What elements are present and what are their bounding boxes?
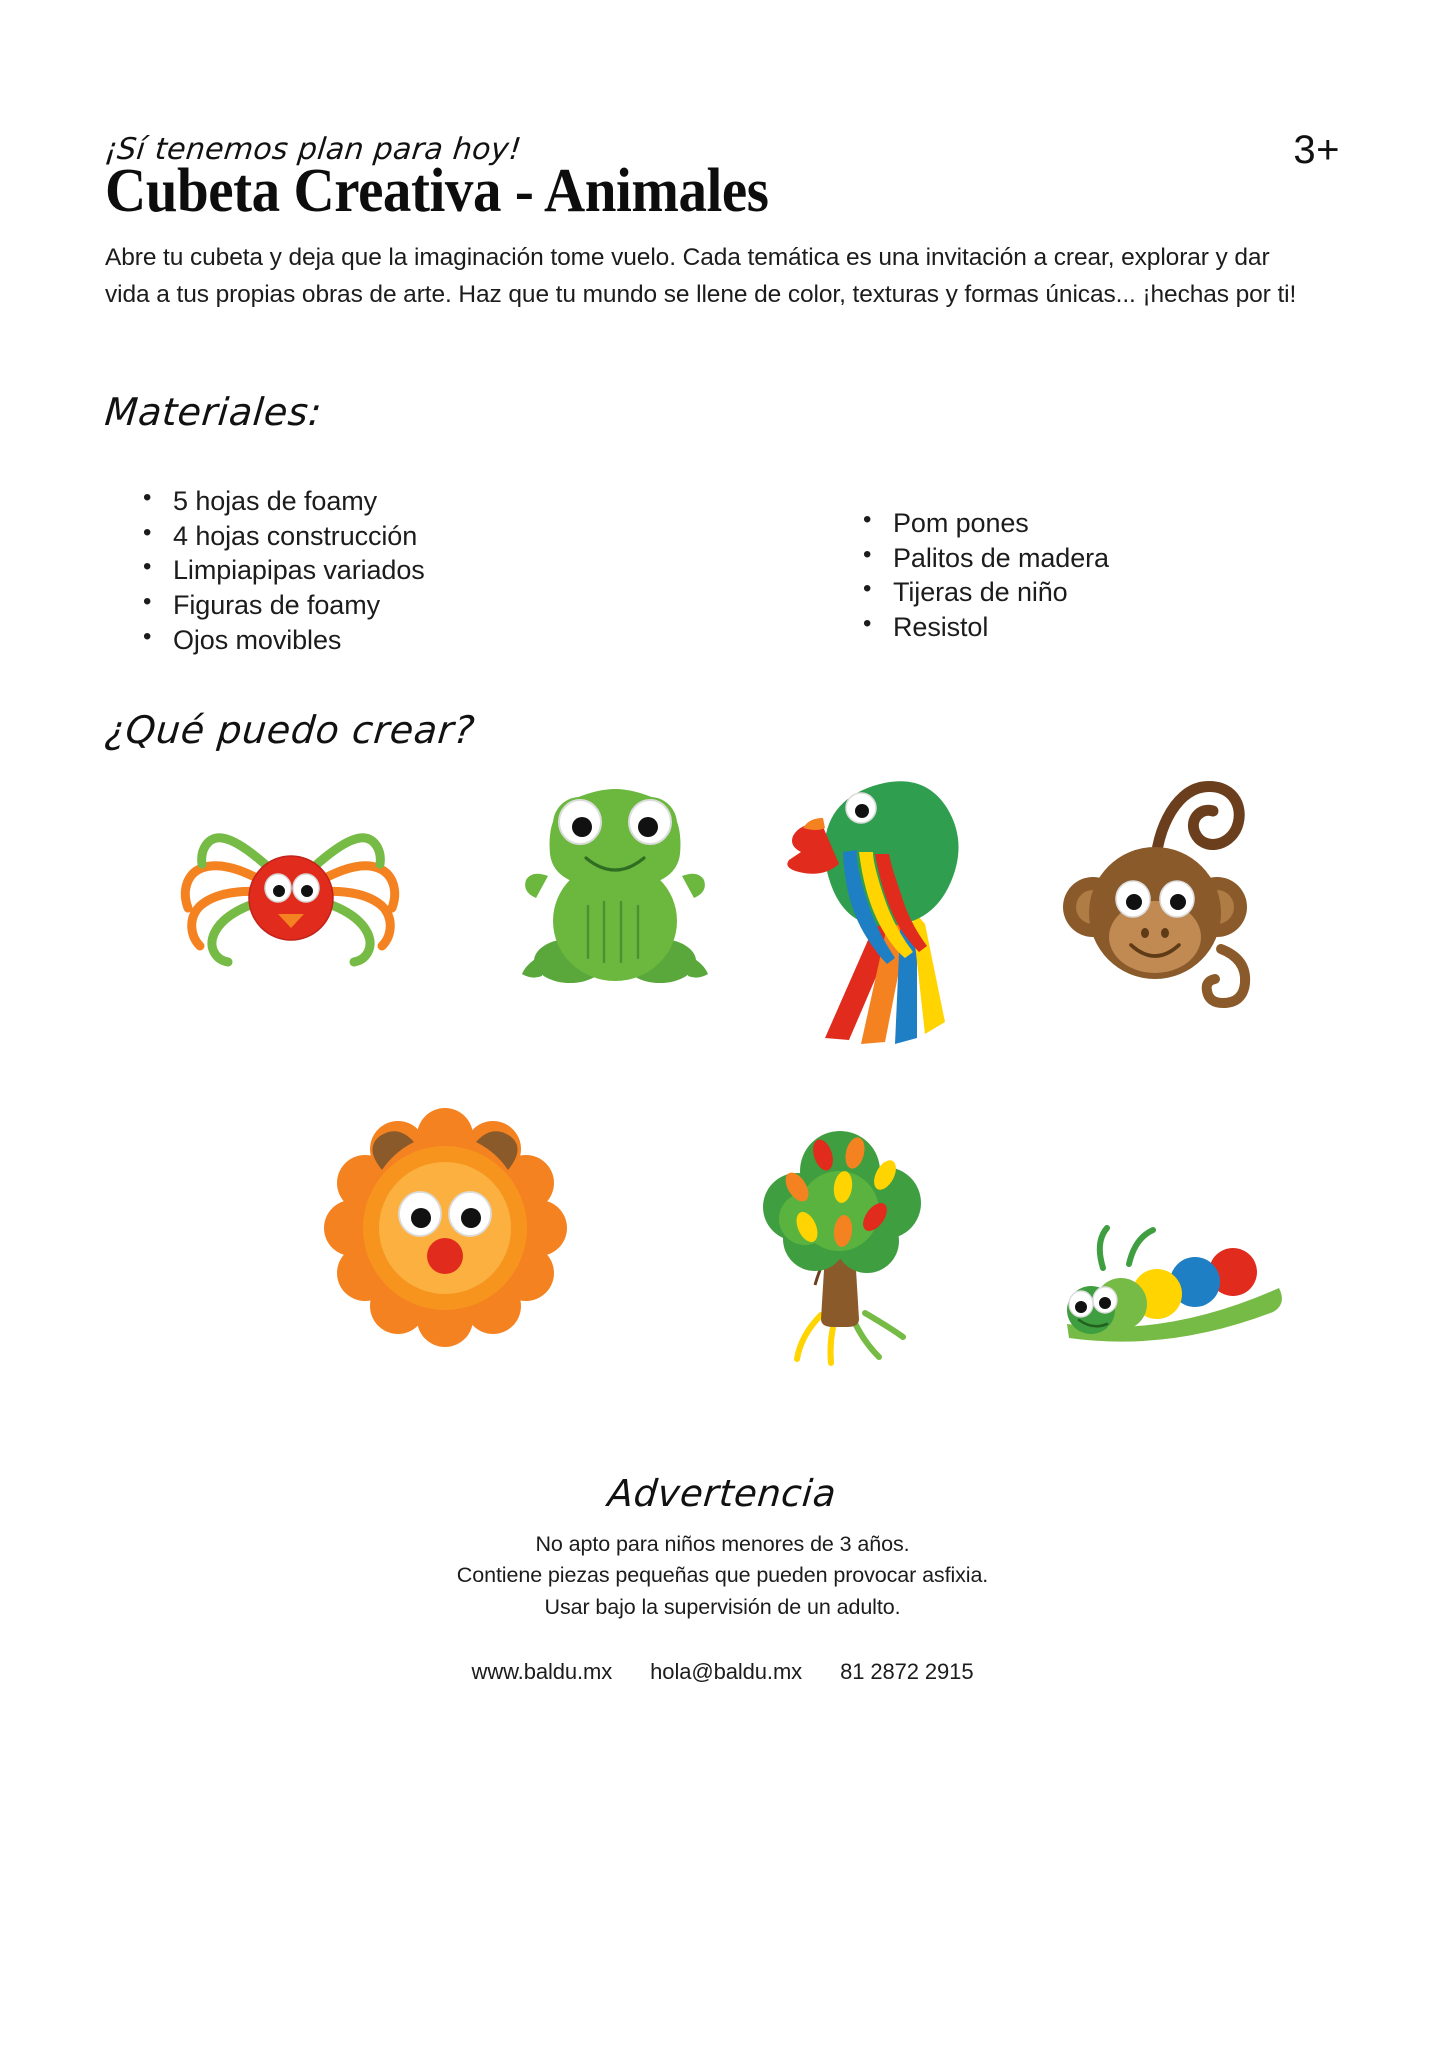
age-badge: 3+ — [1293, 128, 1340, 172]
warning-text — [105, 1529, 1340, 1624]
materials-section — [105, 484, 1340, 674]
craft-spider — [160, 796, 410, 986]
list-item: • 4 hojas construcción — [135, 519, 745, 554]
craft-frog — [500, 766, 730, 1016]
warning-section — [105, 1472, 1340, 1686]
warning-line: No apto para niños menores de 3 años. — [535, 1531, 910, 1556]
craft-tree — [735, 1091, 955, 1366]
materials-heading: Materiales: — [103, 389, 324, 434]
materials-list-right — [855, 506, 1340, 645]
craft-gallery — [105, 766, 1340, 1466]
gallery-heading: ¿Qué puedo crear? — [103, 707, 477, 752]
warning-heading: Advertencia — [606, 1471, 839, 1515]
warning-line: Contiene piezas pequeñas que pueden provocar asfixia. — [456, 1563, 989, 1588]
list-item: • Resistol — [855, 610, 1340, 645]
contact-row — [105, 1659, 1340, 1685]
warning-line: Usar bajo la supervisión de un adulto. — [544, 1594, 901, 1619]
materials-column-left — [105, 484, 745, 674]
email-link[interactable]: hola@baldu.mx — [650, 1659, 803, 1685]
phone-number[interactable]: 81 2872 2915 — [840, 1659, 974, 1685]
craft-monkey — [1035, 741, 1275, 1041]
list-item: • Ojos movibles — [135, 623, 745, 658]
list-item: • Tijeras de niño — [855, 575, 1340, 610]
craft-caterpillar — [1055, 1206, 1295, 1366]
list-item: • Figuras de foamy — [135, 588, 745, 623]
list-item: • Limpiapipas variados — [135, 553, 745, 588]
craft-lion — [320, 1106, 570, 1336]
list-item: • Pom pones — [855, 506, 1340, 541]
tagline: ¡Sí tenemos plan para hoy! — [103, 132, 524, 167]
materials-column-right — [745, 484, 1340, 674]
materials-list-left — [135, 484, 745, 658]
page-title: Cubeta Creativa - Animales — [105, 157, 769, 225]
intro-paragraph: Abre tu cubeta y deja que la imaginación tome vuelo. Cada temática es una invitación a crear, explorar y dar vida a tus propias obras de arte. Haz que tu mundo se llene de color, texturas y formas únicas... ¡hechas por ti! — [105, 244, 1297, 309]
list-item: • 5 hojas de foamy — [135, 484, 745, 519]
header — [103, 0, 1340, 172]
craft-parrot — [765, 756, 995, 1056]
list-item: • Palitos de madera — [855, 541, 1340, 576]
website-link[interactable]: www.baldu.mx — [471, 1659, 613, 1685]
